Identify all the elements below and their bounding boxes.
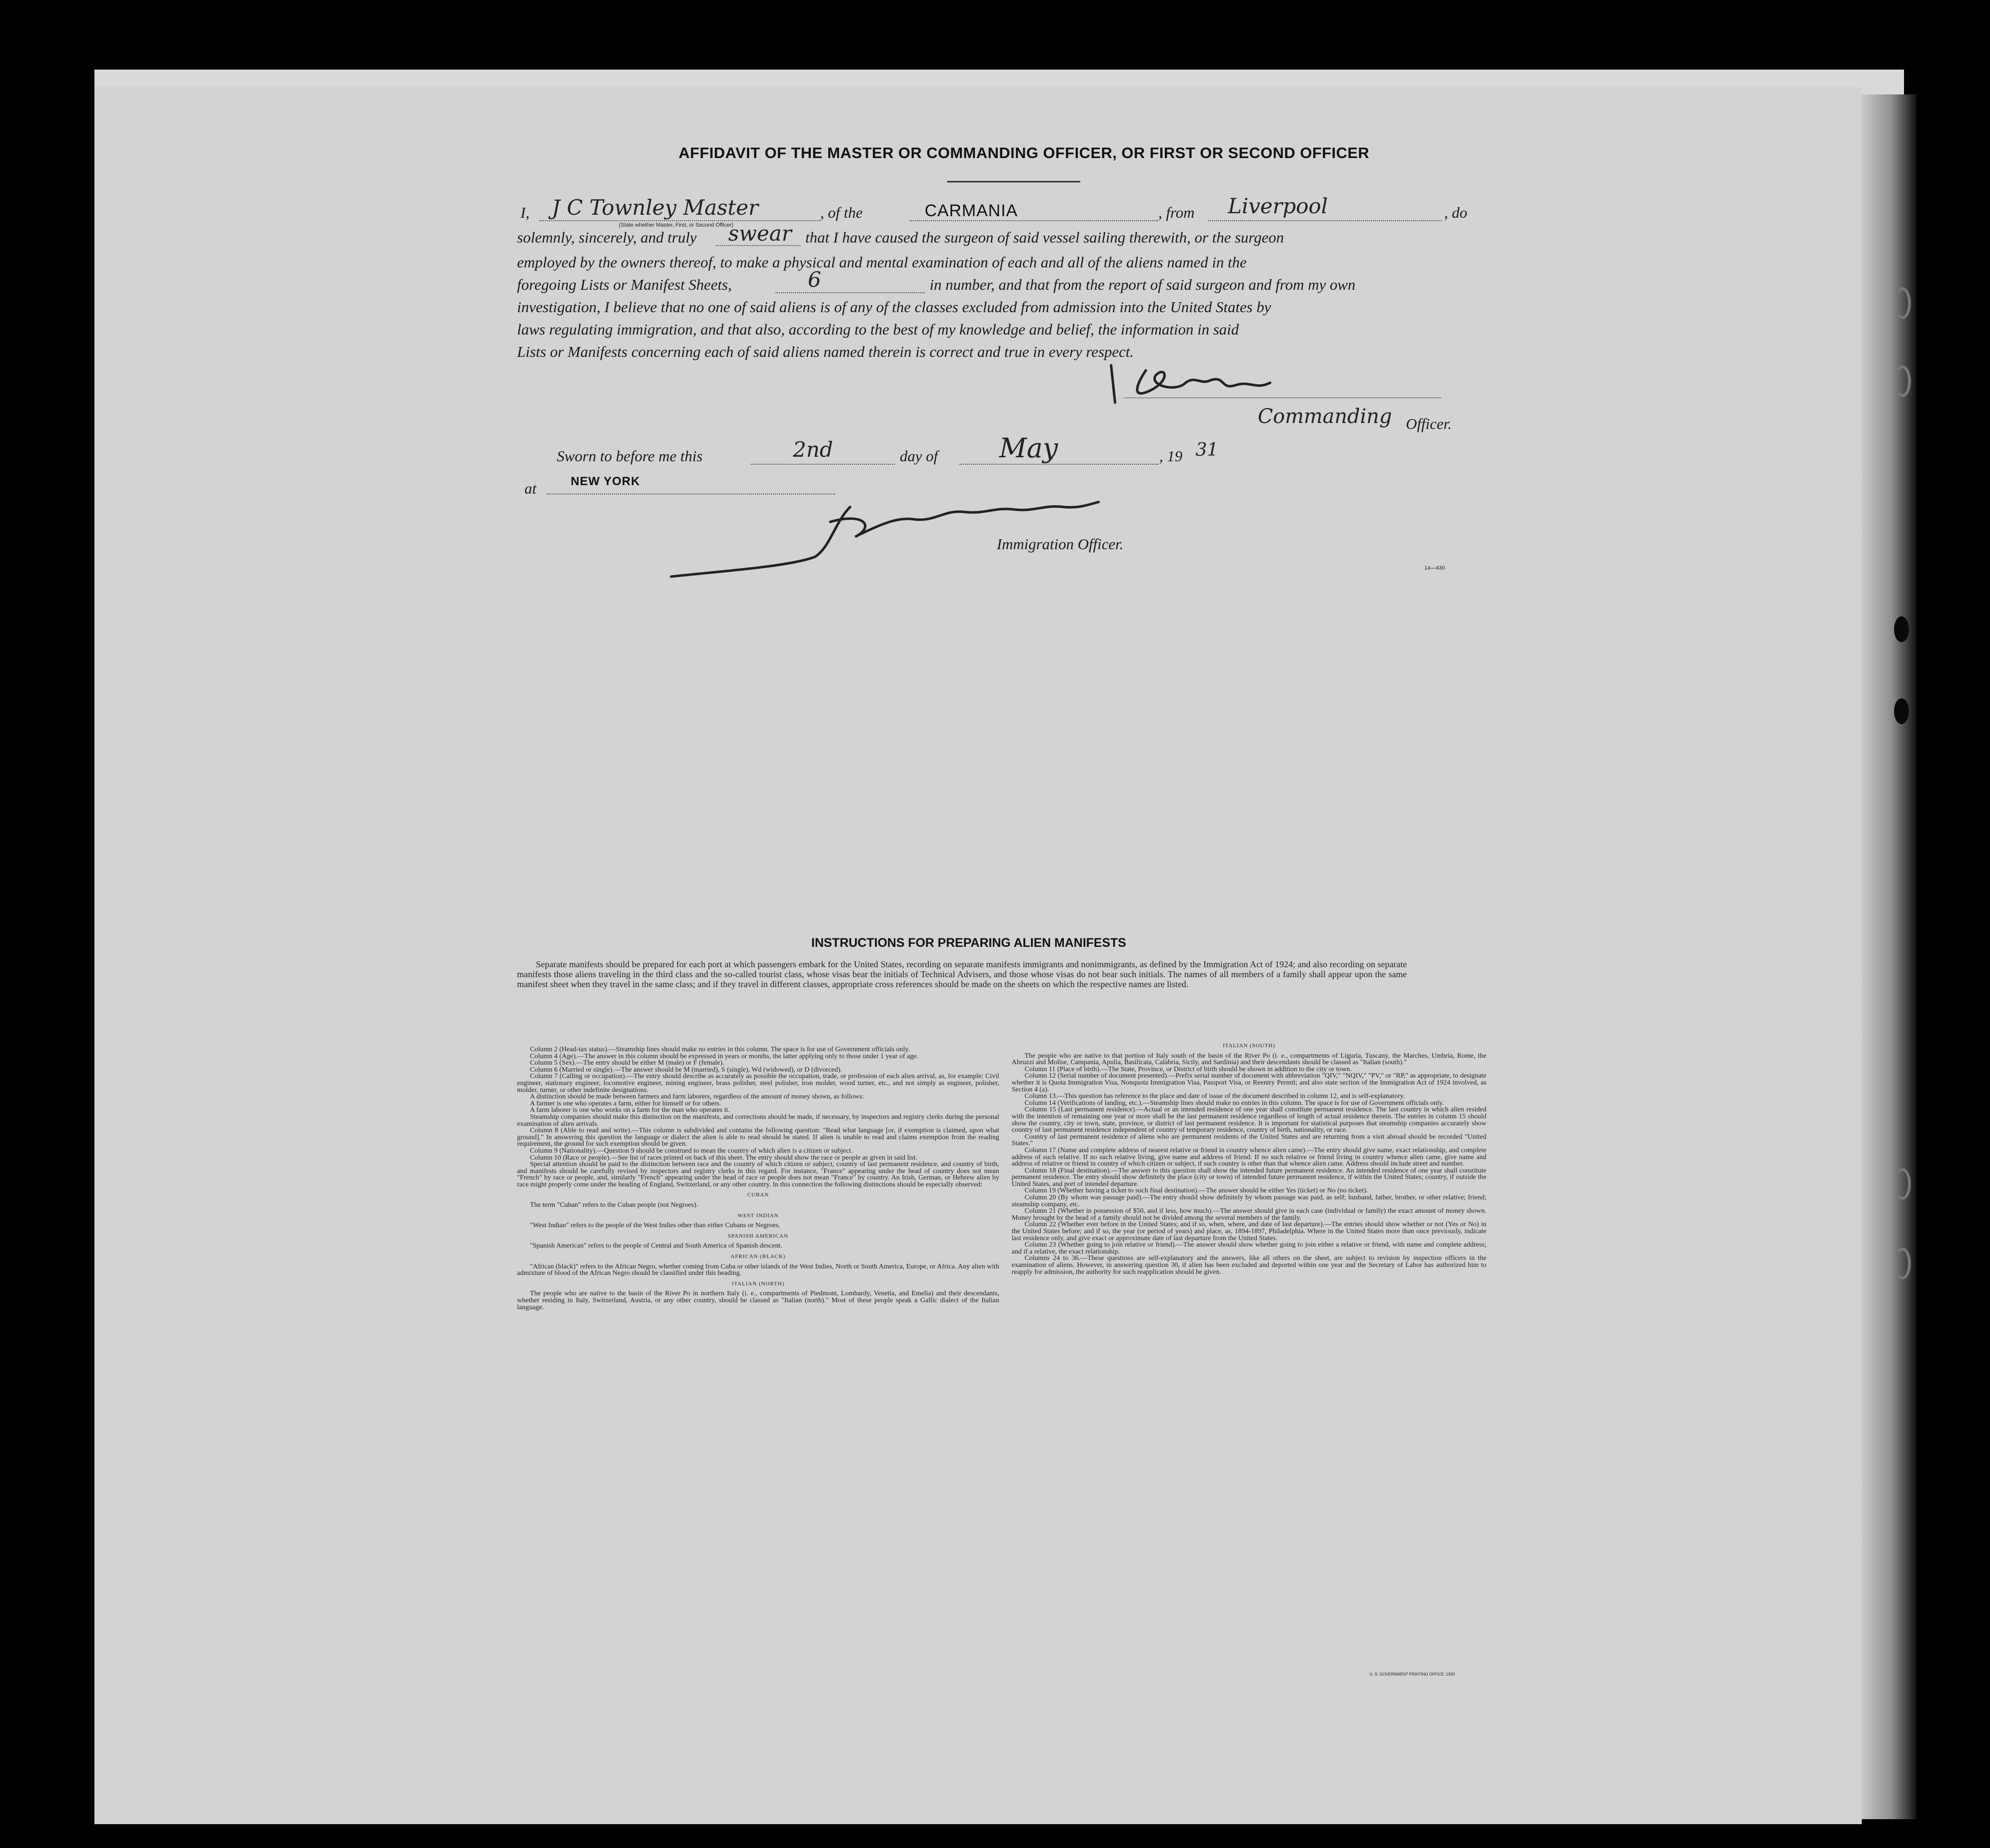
line1-prefix: I,	[520, 204, 530, 221]
paragraph: Column 2 (Head-tax status).—Steamship lines should make no entries in this column. The space is for use of Government officials only.	[530, 1046, 910, 1053]
line7: Lists or Manifests concerning each of said aliens named therein is correct and true in every respect.	[517, 343, 1134, 360]
paragraph: Column 20 (By whom was passage paid).—The entry should show definitely by whom passage was paid, as self; husband, father, brother, or other relative; friend; steamship company, etc.	[1012, 1194, 1486, 1208]
place-stamp: NEW YORK	[571, 475, 640, 488]
sworn-prefix: Sworn to before me this	[557, 447, 703, 465]
paragraph: Column 23 (Whether going to join relative or friend).—The answer should show whether going to join either a relative or friend, with name and complete address; and if a relative, the exact relationship.	[1012, 1241, 1486, 1256]
paragraph: A farm laborer is one who works on a farm for the man who operates it.	[530, 1106, 730, 1114]
paragraph: The term "Cuban" refers to the Cuban people (not Negroes).	[530, 1201, 698, 1209]
section-heading: ITALIAN (NORTH)	[731, 1280, 785, 1287]
from-label: , from	[1158, 204, 1195, 221]
line6: laws regulating immigration, and that also, according to the best of my knowledge and belief, the information in said	[517, 321, 1239, 338]
officer-suffix: Officer.	[1406, 415, 1452, 432]
section-heading: SPANISH AMERICAN	[728, 1233, 788, 1239]
of-the-label: , of the	[820, 204, 863, 221]
at-label: at	[524, 480, 537, 497]
paragraph: "Spanish American" refers to the people of Central and South America of Spanish descent.	[530, 1242, 782, 1250]
binder-hole	[1894, 287, 1911, 319]
blank-count	[776, 292, 925, 293]
paragraph: A farmer is one who operates a farm, either for himself or for others.	[530, 1099, 721, 1107]
binder-hole	[1894, 365, 1911, 397]
section-heading: CUBAN	[747, 1192, 769, 1198]
binder-hole	[1894, 1248, 1911, 1279]
line3: employed by the owners thereof, to make a physical and mental examination of each and all of the aliens named in the	[517, 253, 1247, 271]
paragraph: "West Indian" refers to the people of the West Indies other than either Cubans or Negroes.	[530, 1222, 780, 1230]
paragraph: Column 17 (Name and complete address of nearest relative or friend in country whence alien came).—The entry should give name, exact relationship, and complete address of such relative. If no such relative living, give name and address of friend. If no such relative or friend living in country whence alien came, give name and address of relative or friend in country of which citizen or subject, if such country is other than that whence alien came. Address should include street and number.	[1012, 1146, 1486, 1168]
binder-hole	[1894, 1168, 1911, 1200]
paragraph: Column 14 (Verifications of landing, etc.).—Steamship lines should make no entries in this column. The space is for use of Government officials only.	[1025, 1099, 1444, 1107]
section-heading: ITALIAN (SOUTH)	[1222, 1043, 1276, 1049]
master-signature	[1101, 355, 1449, 410]
immigration-officer-label: Immigration Officer.	[997, 535, 1124, 553]
paragraph: Steamship companies should make this distinction on the manifests, and corrections should be made, if necessary, by inspectors and registry clerks during the personal examination of alien arrivals.	[517, 1113, 999, 1128]
title-rule	[947, 181, 1080, 182]
paragraph: Column 7 (Calling or occupation).—The entry should describe as accurately as possible the occupation, trade, or profession of each alien arrival, as, for example: Civil engineer, stationary engineer, locomotive engineer, mining engineer, brass polisher, steel polisher, iron molder, wood turner, etc., and not simply as engineer, polisher, molder, turner, or other indefinite designations.	[517, 1073, 999, 1094]
instructions-right-column	[1012, 1043, 1486, 1275]
paragraph: A distinction should be made between farmers and farm laborers, regardless of the amount of money shown, as follows:	[530, 1093, 864, 1101]
line4-a: foregoing Lists or Manifest Sheets,	[517, 276, 732, 293]
paragraph: Column 12 (Serial number of document presented).—Prefix serial number of document with abbreviation "QIV," "NQIV," "PV," or "RP," as appropriate, to designate whether it is Quota Immigration Visa, Nonquota Immigration Visa, Passport Visa, or Reentry Permit; and also state section of the Immigration Act of 1924 involved, as Section 4 (a).	[1012, 1072, 1486, 1093]
commanding-word: Commanding	[1258, 405, 1392, 428]
form-code: 14—430	[1424, 565, 1445, 571]
paragraph: "African (black)" refers to the African Negro, whether coming from Cuba or other islands of the West Indies, North or South America, Europe, or Africa. Any alien with admixture of blood of the African Negro should be classified under this heading.	[517, 1262, 999, 1277]
line5: investigation, I believe that no one of said aliens is of any of the classes excluded from admission into the United States by	[517, 298, 1271, 316]
officer-name: J C Townley Master	[552, 195, 759, 220]
paragraph: Column 18 (Final destination).—The answer to this question shall show the intended future permanent residence. An intended residence of one year shall constitute permanent residence. The entry should show definitely the place (city or town) of intended future permanent residence, if within the United States; country, if outside the United States, and port of intended departure.	[1012, 1167, 1486, 1188]
paragraph: Column 13.—This question has reference to the place and date of issue of the document described in column 12, and is self-explanatory.	[1025, 1092, 1405, 1100]
paragraph: Columns 24 to 36.—These questions are self-explanatory and the answers, like all others on the sheet, are subject to revision by inspection officers in the examination of aliens. However, in answering question 30, if alien has been excluded and deported within one year and the Secretary of Labor has authorized him to reapply for admission, the authority for such reapplication should be given.	[1012, 1255, 1486, 1276]
do-label: , do	[1444, 204, 1468, 221]
binder-hole	[1894, 698, 1909, 724]
paragraph: The people who are native to that portion of Italy south of the basin of the River Po (i. e., compartments of Liguria, Tuscany, the Marches, Umbria, Rome, the Abruzzi and Molise, Campania, Apulia, Basilicata, Calabria, Sicily, and Sardinia) and their descendants should be classed as "Italian (south)."	[1012, 1052, 1486, 1067]
paragraph: The people who are native to the basin of the River Po in northern Italy (i. e., compartments of Piedmont, Lombardy, Venetia, and Emelia) and their descendants, whether residing in Italy, Switzerland, Austria, or any other country, should be classed as "Italian (north)." Most of these people speak a Gallic dialect of the Italian language.	[517, 1290, 999, 1311]
instructions-left-column	[517, 1046, 999, 1311]
affidavit-title: AFFIDAVIT OF THE MASTER OR COMMANDING OFFICER, OR FIRST OR SECOND OFFICER	[679, 144, 1370, 162]
year-prefix: , 19	[1159, 447, 1183, 465]
line2-a: solemnly, sincerely, and truly	[517, 229, 697, 246]
section-heading: AFRICAN (BLACK)	[730, 1254, 786, 1260]
sworn-month: May	[999, 432, 1058, 464]
paragraph: Column 4 (Age).—The answer in this column should be expressed in years or months, the latter applying only to those under 1 year of age.	[530, 1052, 919, 1060]
state-note: (State whether Master, First, or Second Officer)	[619, 222, 734, 228]
vessel-name: CARMANIA	[925, 201, 1018, 220]
instructions-title: INSTRUCTIONS FOR PREPARING ALIEN MANIFESTS	[811, 936, 1126, 950]
paragraph: Column 9 (Nationality).—Question 9 should be construed to mean the country of which alien is a citizen or subject.	[530, 1147, 853, 1155]
line2-b: that I have caused the surgeon of said vessel sailing therewith, or the surgeon	[805, 229, 1284, 246]
sheet-count: 6	[808, 267, 821, 292]
paragraph: Column 10 (Race or people).—See list of races printed on back of this sheet. The entry should show the race or people as given in said list.	[530, 1154, 918, 1162]
section-heading: WEST INDIAN	[737, 1212, 779, 1219]
printing-office-imprint: U. S. GOVERNMENT PRINTING OFFICE: 1930	[1370, 1672, 1455, 1677]
sworn-day: 2nd	[793, 437, 833, 462]
page-right-edge	[1862, 94, 1916, 1819]
paragraph: Column 11 (Place of birth).—The State, Province, or District of birth should be shown in addition to the city or town.	[1025, 1065, 1352, 1073]
paragraph: Column 19 (Whether having a ticket to such final destination).—The answer should be either Yes (ticket) or No (no ticket).	[1025, 1187, 1368, 1195]
paragraph: Column 21 (Whether in possession of $50, and if less, how much).—The answer should give in each case (individual or family) the exact amount of money shown. Money brought by the head of a family should not be divided among the several members of the family.	[1012, 1207, 1486, 1222]
blank-month	[959, 464, 1158, 465]
sworn-year: 31	[1196, 440, 1218, 460]
paragraph: Column 15 (Last permanent residence).—Actual or an intended residence of one year shall constitute permanent residence. The last country in which alien resided with the intention of remaining one year or more shall be the last permanent residence regardless of length of actual residence therein. The entries in column 15 should show the country, city or town, state, province, or district of last permanent residence. It is important for statistical purposes that steamship companies accurately show country of last permanent residence independent of country of temporary residence, country of birth, nationality, or race.	[1012, 1106, 1486, 1134]
paragraph: Column 22 (Whether ever before in the United States; and if so, when, where, and date of last departure).—The entries should show whether or not (Yes or No) in the United States before; and if so, the year (or period of years) and place, as, 1894-1897, Philadelphia. Where in the United States more than once previously, indicate last residence only, and give exact or approximate date of last departure from the United States.	[1012, 1221, 1486, 1242]
line4-b: in number, and that from the report of said surgeon and from my own	[930, 276, 1356, 293]
blank-port	[1208, 220, 1442, 221]
blank-day	[751, 464, 895, 465]
port-name: Liverpool	[1228, 194, 1328, 218]
paragraph: Column 6 (Married or single).—The answer should be M (married), S (single), Wd (widowed), or D (divorced).	[530, 1066, 842, 1074]
binder-hole	[1894, 616, 1909, 642]
paragraph: Special attention should be paid to the distinction between race and the country of which citizen or subject, country of last permanent residence, and country of birth, and manifests should be carefully revised by inspectors and registry clerks in this regard. For instance, "France" appearing under the head of country does not mean "French" by race or people, and, similarly "French" appearing under the head of race or people does not mean "France" by country. An Irish, German, or Hebrew alien by race might properly come under the heading of England, Switzerland, or any other country. In this connection the following distinctions should be especially observed:	[517, 1161, 999, 1188]
paragraph: Column 5 (Sex).—The entry should be either M (male) or F (female).	[530, 1059, 724, 1067]
paragraph: Column 8 (Able to read and write).—This column is subdivided and contains the following question: "Read what language [or, if exemption is claimed, upon what ground]." In answering this question the language or dialect the alien is able to read should be stated. If alien is unable to read and claims exemption from the reading requirement, the ground for such exemption should be given.	[517, 1127, 999, 1148]
instructions-intro: Separate manifests should be prepared for each port at which passengers embark for the United States, recording on separate manifests immigrants and nonimmigrants, as defined by the Immigration Act of 1924; and also recording on separate manifests those aliens traveling in the third class and the so-called tourist class, whose visas bear the initials of Technical Advisers, and those whose visas do not bear such initials. The names of all members of a family shall appear upon the same manifest sheet when they travel in the same class; and if they travel in different classes, appropriate cross references should be made on the sheets on which the respective names are listed.	[517, 959, 1407, 989]
oath-word: swear	[728, 221, 792, 246]
paragraph: Country of last permanent residence of aliens who are permanent residents of the United States and are returning from a visit abroad should be recorded "United States."	[1012, 1133, 1486, 1148]
day-of-label: day of	[900, 447, 938, 465]
